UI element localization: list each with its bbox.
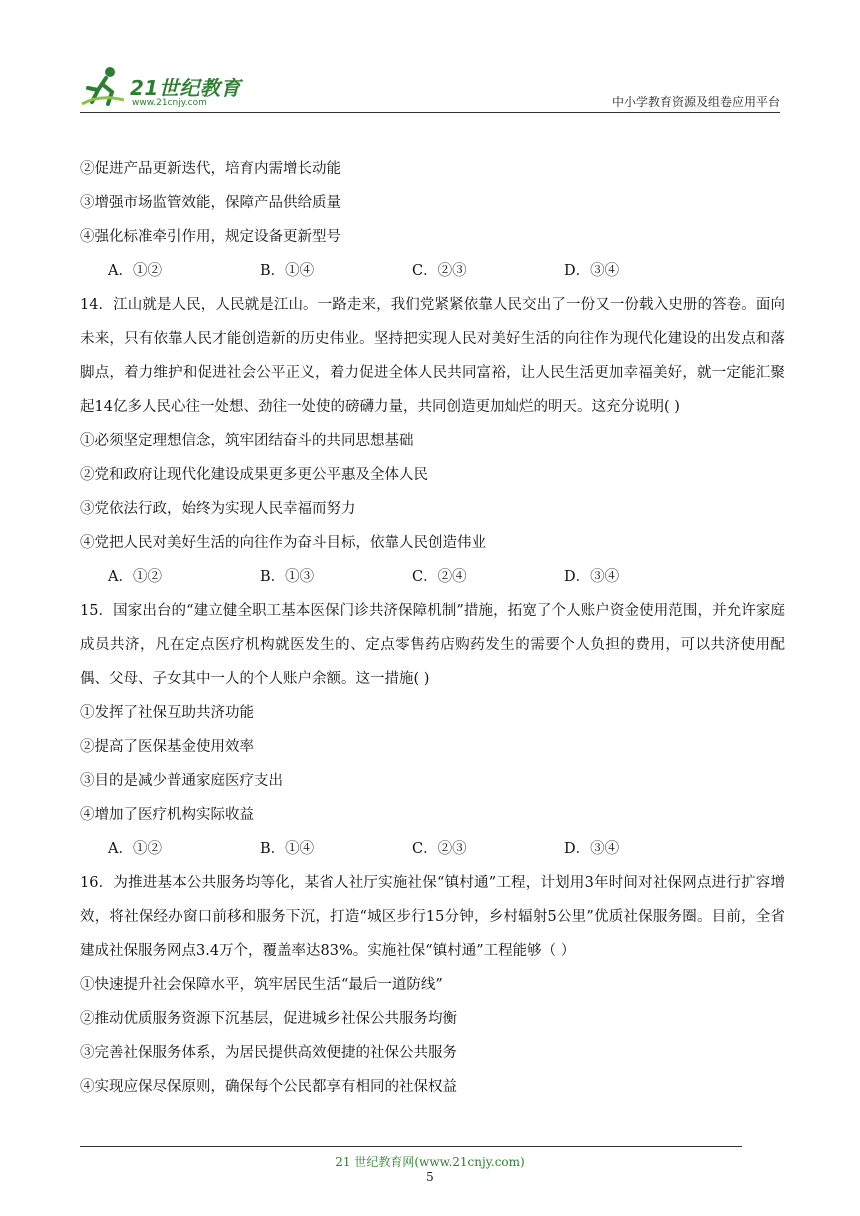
q14-item-2: ②党和政府让现代化建设成果更多更公平惠及全体人民 [80, 467, 428, 483]
runner-icon [80, 64, 128, 108]
q13-option-a[interactable]: A．①② [108, 263, 162, 279]
logo-url: www.21cnjy.com [132, 98, 207, 108]
q15-item-3: ③目的是减少普通家庭医疗支出 [80, 773, 283, 789]
page-header [80, 60, 780, 116]
q15-option-d[interactable]: D．③④ [564, 841, 620, 857]
q14-item-3: ③党依法行政，始终为实现人民幸福而努力 [80, 501, 356, 517]
q15-option-a[interactable]: A．①② [108, 841, 162, 857]
platform-name: 中小学教育资源及组卷应用平台 [611, 95, 780, 109]
q13-option-b[interactable]: B．①④ [260, 263, 315, 279]
q15-option-c[interactable]: C．②③ [412, 841, 467, 857]
site-logo[interactable] [80, 60, 300, 110]
q15-item-1: ①发挥了社保互助共济功能 [80, 705, 254, 721]
q14-stem: 14．江山就是人民，人民就是江山。一路走来，我们党紧紧依靠人民交出了一份又一份载入史册的答卷。面向未来，只有依靠人民才能创造新的历史伟业。坚持把实现人民对美好生活的向往作为现代化建设的出发点和落脚点，着力维护和促进社会公平正义，着力促进全体人民共同富裕，让人民生活更加幸福美好，就一定能汇聚起14亿多人民心往一处想、劲往一处使的磅礴力量，共同创造更加灿烂的明天。这充分说明( ) [80, 297, 785, 415]
q15-option-b[interactable]: B．①④ [260, 841, 315, 857]
q13-option-d[interactable]: D．③④ [564, 263, 620, 279]
q15-item-4: ④增加了医疗机构实际收益 [80, 807, 254, 823]
q16-item-4: ④实现应保尽保原则，确保每个公民都享有相同的社保权益 [80, 1079, 457, 1095]
q14-option-b[interactable]: B．①③ [260, 569, 315, 585]
q15-stem: 15．国家出台的“建立健全职工基本医保门诊共济保障机制”措施，拓宽了个人账户资金使用范围，并允许家庭成员共济，凡在定点医疗机构就医发生的、定点零售药店购药发生的需要个人负担的费用，可以共济使用配偶、父母、子女其中一人的个人账户余额。这一措施( ) [80, 603, 785, 687]
q14-item-1: ①必须坚定理想信念，筑牢团结奋斗的共同思想基础 [80, 433, 414, 449]
q14-option-c[interactable]: C．②④ [412, 569, 467, 585]
q14-item-4: ④党把人民对美好生活的向往作为奋斗目标，依靠人民创造伟业 [80, 535, 486, 551]
q14-options [80, 560, 785, 594]
q15-options [80, 832, 785, 866]
q13-item-3: ③增强市场监管效能，保障产品供给质量 [80, 195, 341, 211]
footer-site-link[interactable]: 21 世纪教育网(www.21cnjy.com) [335, 1155, 525, 1169]
q16-item-1: ①快速提升社会保障水平，筑牢居民生活“最后一道防线” [80, 977, 443, 993]
q14-option-a[interactable]: A．①② [108, 569, 162, 585]
q14-option-d[interactable]: D．③④ [564, 569, 620, 585]
q16-item-3: ③完善社保服务体系，为居民提供高效便捷的社保公共服务 [80, 1045, 457, 1061]
logo-text: 21世纪教育 [130, 76, 241, 100]
q16-stem: 16．为推进基本公共服务均等化，某省人社厅实施社保“镇村通”工程，计划用3年时间对社保网点进行扩容增效，将社保经办窗口前移和服务下沉，打造“城区步行15分钟，乡村辐射5公里”优质社保服务圈。目前，全省建成社保服务网点3.4万个，覆盖率达83%。实施社保“镇村通”工程能够（ ） [80, 875, 785, 959]
q15-item-2: ②提高了医保基金使用效率 [80, 739, 254, 755]
page-number: 5 [426, 1170, 434, 1184]
q13-options [80, 254, 785, 288]
q13-option-c[interactable]: C．②③ [412, 263, 467, 279]
q13-item-2: ②促进产品更新迭代，培育内需增长动能 [80, 161, 341, 177]
footer-divider [80, 1146, 742, 1147]
q13-item-4: ④强化标准牵引作用，规定设备更新型号 [80, 229, 341, 245]
q16-item-2: ②推动优质服务资源下沉基层，促进城乡社保公共服务均衡 [80, 1011, 457, 1027]
question-content [80, 152, 785, 1104]
header-divider [80, 112, 780, 113]
